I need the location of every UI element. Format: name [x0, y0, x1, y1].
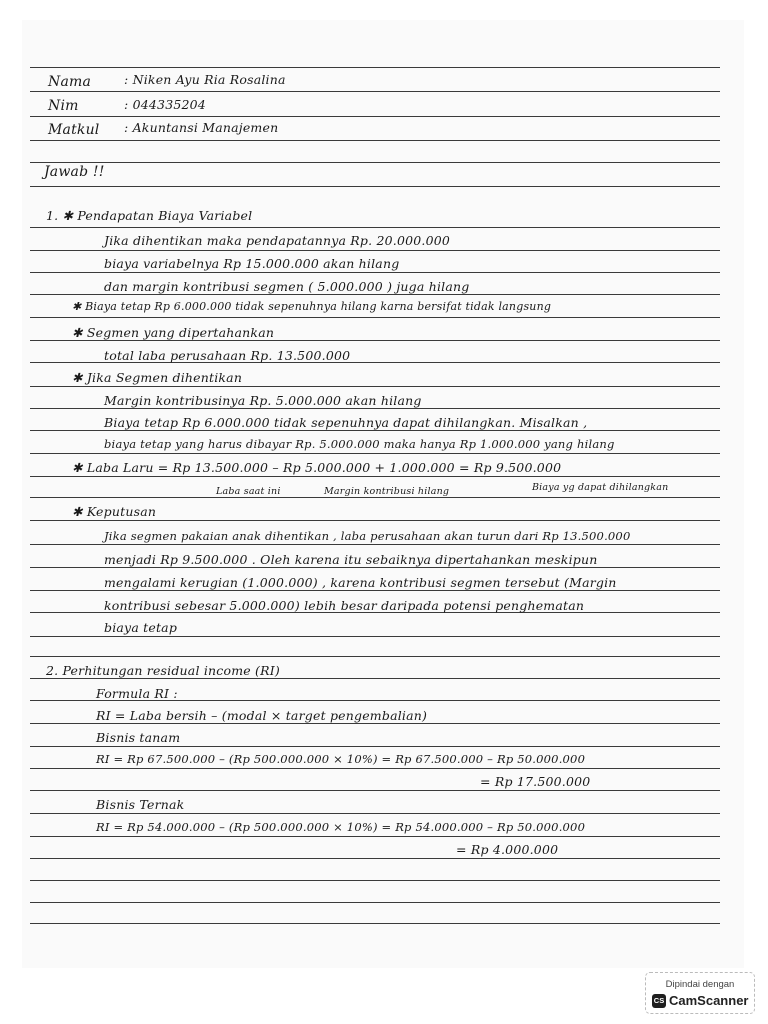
ruled-line: [30, 746, 720, 747]
answer-line: biaya variabelnya Rp 15.000.000 akan hilang: [104, 256, 400, 271]
ruled-line: [30, 723, 720, 724]
ruled-line: [30, 186, 720, 187]
answer-line: total laba perusahaan Rp. 13.500.000: [104, 348, 351, 363]
annotation-laba-saat-ini: Laba saat ini: [216, 486, 281, 497]
answer-line: ✱ Biaya tetap Rp 6.000.000 tidak sepenuhnya hilang karna bersifat tidak langsung: [72, 300, 552, 313]
ruled-line: [30, 408, 720, 409]
ruled-line: [30, 813, 720, 814]
nim-label: Nim: [48, 98, 79, 114]
ruled-line: [30, 430, 720, 431]
ruled-line: [30, 768, 720, 769]
ruled-line: [30, 453, 720, 454]
answer-line: 1. ✱ Pendapatan Biaya Variabel: [46, 208, 253, 223]
matkul-value: : Akuntansi Manajemen: [124, 120, 279, 135]
annotation-margin-hilang: Margin kontribusi hilang: [324, 486, 450, 497]
ruled-line: [30, 91, 720, 92]
answer-line: menjadi Rp 9.500.000 . Oleh karena itu sebaiknya dipertahankan meskipun: [104, 552, 598, 567]
answer-line: dan margin kontribusi segmen ( 5.000.000 ) juga hilang: [104, 279, 470, 294]
matkul-label: Matkul: [48, 122, 100, 138]
ruled-line: [30, 636, 720, 637]
annotation-biaya-dapat: Biaya yg dapat dihilangkan: [532, 482, 669, 493]
ruled-line: [30, 656, 720, 657]
answer-line: biaya tetap yang harus dibayar Rp. 5.000.000 maka hanya Rp 1.000.000 yang hilang: [104, 437, 615, 451]
ruled-line: [30, 520, 720, 521]
answer-line: Jika segmen pakaian anak dihentikan , laba perusahaan akan turun dari Rp 13.500.000: [104, 529, 631, 543]
ruled-line: [30, 497, 720, 498]
camscanner-brand: CamScanner: [669, 993, 749, 1008]
ruled-line: [30, 567, 720, 568]
ruled-line: [30, 902, 720, 903]
answer-line: mengalami kerugian (1.000.000) , karena kontribusi segmen tersebut (Margin: [104, 575, 617, 590]
ruled-line: [30, 272, 720, 273]
camscanner-badge: [645, 972, 755, 1014]
scan-caption: Dipindai dengan: [665, 979, 735, 990]
answer-line: kontribusi sebesar 5.000.000) lebih besar daripada potensi penghematan: [104, 598, 585, 613]
answer-line: 2. Perhitungan residual income (RI): [46, 663, 280, 678]
ruled-line: [30, 317, 720, 318]
ruled-line: [30, 294, 720, 295]
ruled-line: [30, 340, 720, 341]
answer-line: RI = Rp 54.000.000 – (Rp 500.000.000 × 10%) = Rp 54.000.000 – Rp 50.000.000: [96, 820, 586, 834]
answer-line: Formula RI :: [96, 686, 178, 701]
ruled-line: [30, 162, 720, 163]
ruled-line: [30, 116, 720, 117]
answer-line: RI = Rp 67.500.000 – (Rp 500.000.000 × 10%) = Rp 67.500.000 – Rp 50.000.000: [96, 752, 586, 766]
answer-line: ✱ Segmen yang dipertahankan: [72, 325, 275, 340]
answer-line: Jika dihentikan maka pendapatannya Rp. 20.000.000: [104, 233, 451, 248]
ruled-line: [30, 880, 720, 881]
ruled-line: [30, 923, 720, 924]
ruled-line: [30, 544, 720, 545]
nama-label: Nama: [48, 74, 92, 90]
ruled-line: [30, 250, 720, 251]
answer-line: Bisnis tanam: [96, 730, 181, 745]
ruled-line: [30, 476, 720, 477]
jawab-heading: Jawab !!: [44, 164, 105, 180]
answer-line: ✱ Keputusan: [72, 504, 157, 519]
ruled-line: [30, 590, 720, 591]
ruled-line: [30, 858, 720, 859]
answer-line: Margin kontribusinya Rp. 5.000.000 akan hilang: [104, 393, 422, 408]
ruled-line: [30, 140, 720, 141]
answer-line: Biaya tetap Rp 6.000.000 tidak sepenuhnya dapat dihilangkan. Misalkan ,: [104, 415, 588, 430]
answer-line: Bisnis Ternak: [96, 797, 185, 812]
ruled-line: [30, 386, 720, 387]
answer-line: = Rp 17.500.000: [480, 774, 591, 789]
ruled-line: [30, 790, 720, 791]
answer-line: RI = Laba bersih – (modal × target pengembalian): [96, 708, 428, 723]
answer-line: ✱ Laba Laru = Rp 13.500.000 – Rp 5.000.000 + 1.000.000 = Rp 9.500.000: [72, 460, 562, 475]
nim-value: : 044335204: [124, 97, 206, 112]
camscanner-icon: CS: [652, 994, 666, 1008]
nama-value: : Niken Ayu Ria Rosalina: [124, 72, 286, 87]
ruled-line: [30, 227, 720, 228]
answer-line: = Rp 4.000.000: [456, 842, 559, 857]
ruled-line: [30, 67, 720, 68]
ruled-line: [30, 678, 720, 679]
answer-line: biaya tetap: [104, 620, 178, 635]
answer-line: ✱ Jika Segmen dihentikan: [72, 370, 243, 385]
ruled-line: [30, 836, 720, 837]
